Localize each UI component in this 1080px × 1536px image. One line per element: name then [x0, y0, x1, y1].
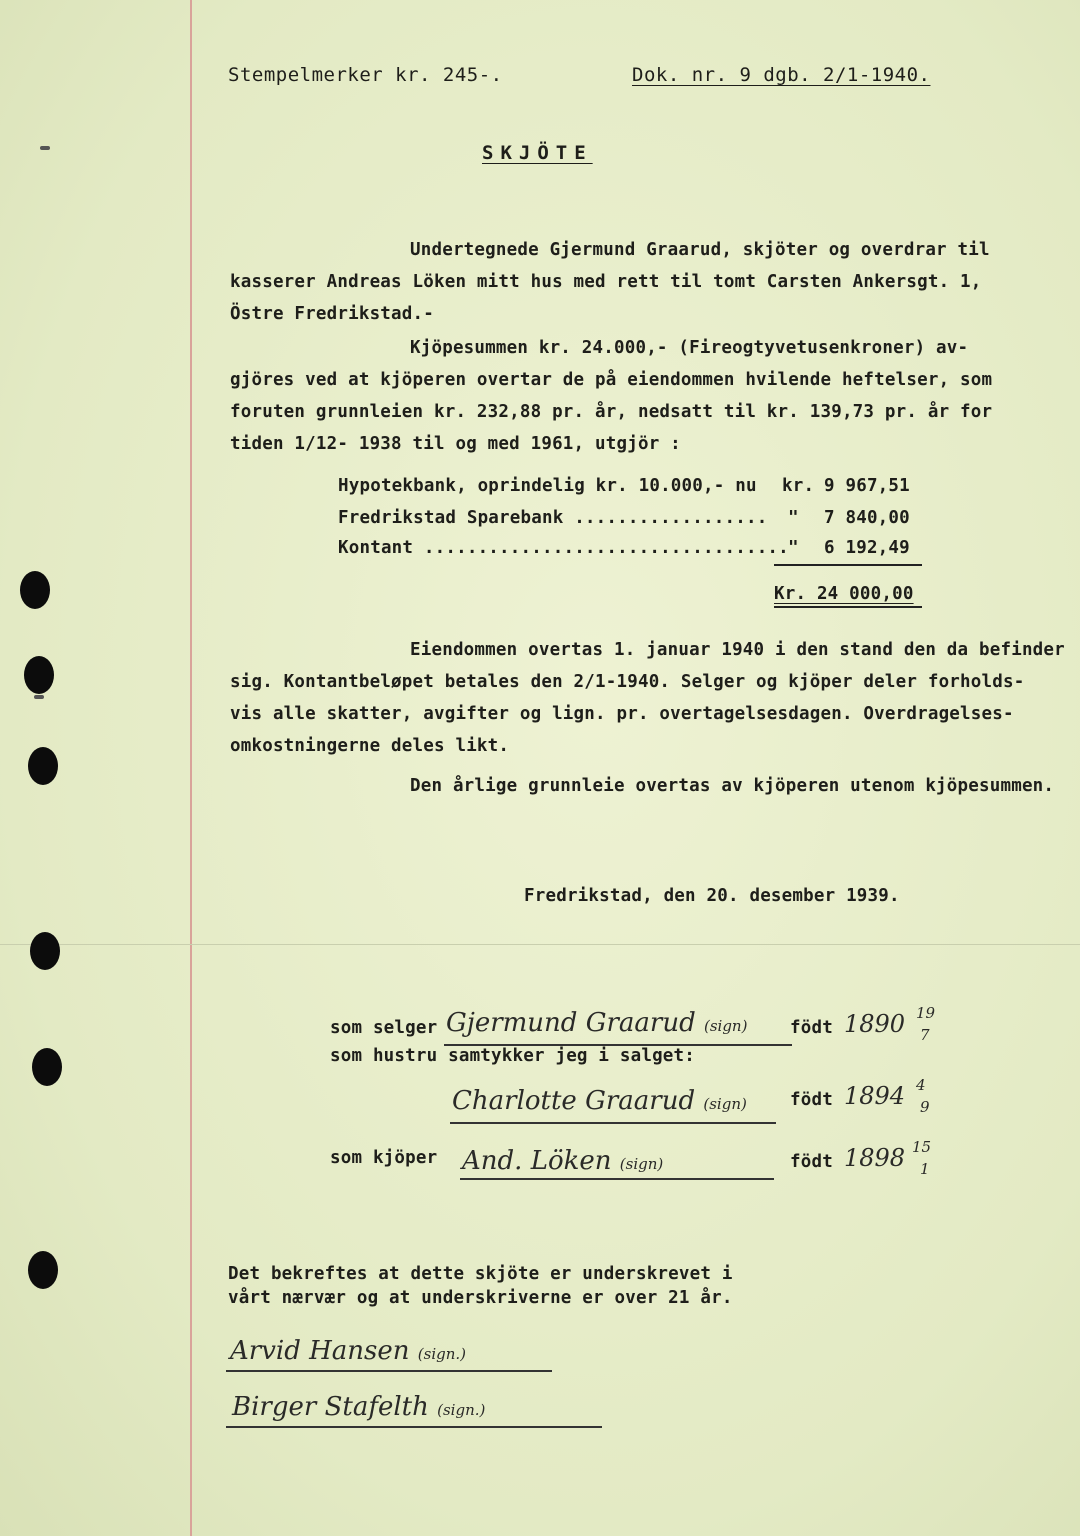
paragraph-line: Eiendommen overtas 1. januar 1940 i den stand den da befinder	[410, 640, 1065, 660]
signature-line	[460, 1178, 774, 1180]
buyer-birth-month: 1	[920, 1160, 930, 1178]
binder-hole	[28, 1251, 58, 1289]
seller-birth-year: 1890	[844, 1010, 906, 1038]
buyer-signature: And. Löken (sign)	[462, 1146, 664, 1176]
binder-hole	[20, 571, 50, 609]
witness-statement: vårt nærvær og at underskriverne er over 21 år.	[228, 1288, 733, 1308]
amount-label: Fredrikstad Sparebank ..................	[338, 508, 768, 528]
amount-value: 7 840,00	[824, 508, 910, 528]
total-amount: Kr. 24 000,00	[774, 584, 914, 604]
wife-birth-year: 1894	[844, 1082, 906, 1110]
binder-hole	[28, 747, 58, 785]
amount-value: 9 967,51	[824, 476, 910, 496]
buyer-birth-day: 15	[912, 1138, 932, 1156]
paragraph-line: foruten grunnleien kr. 232,88 pr. år, nedsatt til kr. 139,73 pr. år for	[230, 402, 993, 422]
amount-prefix: "	[788, 508, 799, 528]
wife-birth-month: 9	[920, 1098, 930, 1116]
binder-hole	[32, 1048, 62, 1086]
born-label: födt	[790, 1090, 833, 1110]
paragraph-line: sig. Kontantbeløpet betales den 2/1-1940. Selger og kjöper deler forholds-	[230, 672, 1025, 692]
buyer-birth-year: 1898	[844, 1144, 906, 1172]
witness-statement: Det bekreftes at dette skjöte er underskrevet i	[228, 1264, 733, 1284]
fold-line	[0, 944, 1080, 945]
total-double-rule	[774, 606, 922, 608]
stamp-line: Stempelmerker kr. 245-.	[228, 64, 503, 86]
born-label: födt	[790, 1018, 833, 1038]
paragraph-line: gjöres ved at kjöperen overtar de på eiendommen hvilende heftelser, som	[230, 370, 993, 390]
paragraph-line: Undertegnede Gjermund Graarud, skjöter og overdrar til	[410, 240, 990, 260]
binder-hole	[24, 656, 54, 694]
seller-signature: Gjermund Graarud (sign)	[446, 1008, 748, 1038]
seller-label: som selger	[330, 1018, 438, 1038]
document-number: Dok. nr. 9 dgb. 2/1-1940.	[632, 64, 931, 86]
signature-line	[450, 1122, 776, 1124]
amount-label: Kontant ..................................	[338, 538, 789, 558]
paper-speck	[34, 695, 44, 699]
amount-prefix: "	[788, 538, 799, 558]
place-date: Fredrikstad, den 20. desember 1939.	[524, 886, 900, 906]
sum-rule	[774, 564, 922, 566]
amount-prefix: kr.	[782, 476, 815, 496]
margin-line	[190, 0, 192, 1536]
paragraph-line: vis alle skatter, avgifter og lign. pr. overtagelsesdagen. Overdragelses-	[230, 704, 1014, 724]
witness-signature: Birger Stafelth (sign.)	[232, 1392, 486, 1422]
witness-signature: Arvid Hansen (sign.)	[230, 1336, 467, 1366]
amount-label: Hypotekbank, oprindelig kr. 10.000,- nu	[338, 476, 757, 496]
signature-line	[226, 1370, 552, 1372]
paragraph-line: omkostningerne deles likt.	[230, 736, 510, 756]
seller-birth-day: 19	[916, 1004, 936, 1022]
wife-birth-day: 4	[916, 1076, 926, 1094]
paragraph-line: kasserer Andreas Löken mitt hus med rett til tomt Carsten Ankersgt. 1,	[230, 272, 982, 292]
seller-birth-month: 7	[920, 1026, 930, 1044]
binder-hole	[30, 932, 60, 970]
paragraph-line: Den årlige grunnleie overtas av kjöperen utenom kjöpesummen.	[410, 776, 1055, 796]
paragraph-line: Kjöpesummen kr. 24.000,- (Fireogtyvetusenkroner) av-	[410, 338, 969, 358]
buyer-label: som kjöper	[330, 1148, 438, 1168]
paragraph-line: Östre Fredrikstad.-	[230, 304, 434, 324]
wife-consent-label: som hustru samtykker jeg i salget:	[330, 1046, 696, 1066]
amount-value: 6 192,49	[824, 538, 910, 558]
paragraph-line: tiden 1/12- 1938 til og med 1961, utgjör :	[230, 434, 681, 454]
wife-signature: Charlotte Graarud (sign)	[452, 1086, 747, 1116]
born-label: födt	[790, 1152, 833, 1172]
page-title: SKJÖTE	[482, 142, 593, 164]
signature-line	[226, 1426, 602, 1428]
paper-speck	[40, 146, 50, 150]
